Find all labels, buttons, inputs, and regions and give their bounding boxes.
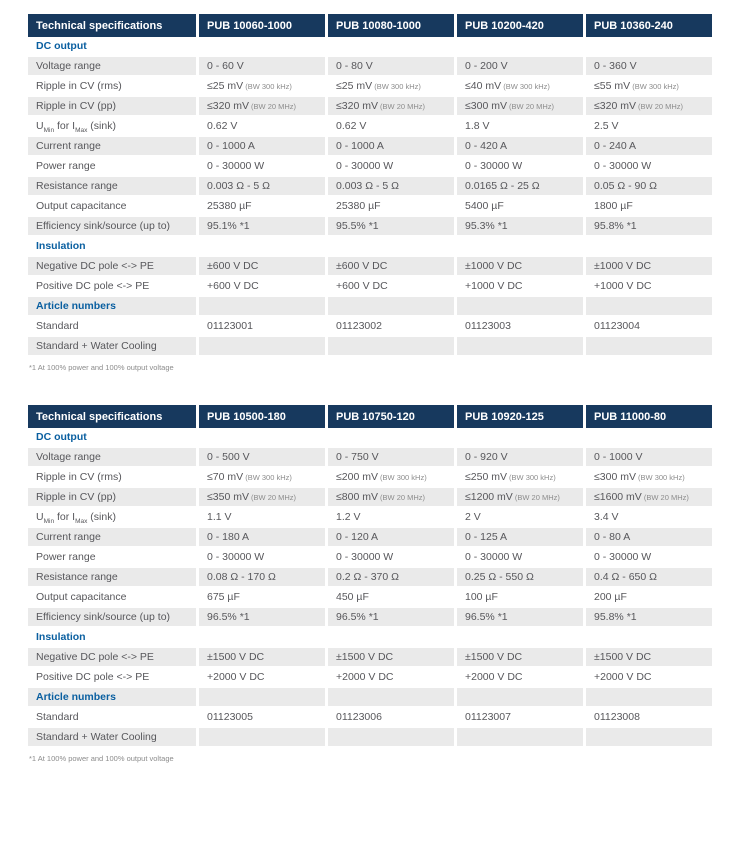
spec-row xyxy=(28,508,712,528)
empty-cell xyxy=(325,297,454,317)
spec-value: 95.1% *1 xyxy=(196,217,325,237)
spec-value: 01123004 xyxy=(583,317,712,337)
bandwidth-note: (BW 20 MHz) xyxy=(377,493,426,502)
empty-cell xyxy=(454,297,583,317)
section-row xyxy=(28,297,712,317)
spec-label: Efficiency sink/source (up to) xyxy=(28,217,196,237)
spec-value: 01123005 xyxy=(196,708,325,728)
spec-value: 0 - 360 V xyxy=(583,57,712,77)
spec-value: 0 - 30000 W xyxy=(454,157,583,177)
spec-label: Power range xyxy=(28,157,196,177)
spec-row xyxy=(28,568,712,588)
spec-value: ≤250 mV (BW 300 kHz) xyxy=(454,468,583,488)
spec-value: 01123003 xyxy=(454,317,583,337)
empty-cell xyxy=(196,628,325,648)
bandwidth-note: (BW 20 MHz) xyxy=(641,493,689,502)
spec-row xyxy=(28,548,712,568)
spec-label-column-header: Technical specifications xyxy=(28,14,196,37)
spec-label: Positive DC pole <-> PE xyxy=(28,668,196,688)
spec-label: Voltage range xyxy=(28,448,196,468)
spec-label: Standard xyxy=(28,317,196,337)
empty-cell xyxy=(325,728,454,748)
spec-value: ≤320 mV (BW 20 MHz) xyxy=(325,97,454,117)
empty-cell xyxy=(583,297,712,317)
section-row xyxy=(28,628,712,648)
spec-label-column-header: Technical specifications xyxy=(28,405,196,428)
spec-value: 95.8% *1 xyxy=(583,217,712,237)
spec-row xyxy=(28,117,712,137)
section-title: Insulation xyxy=(28,237,196,257)
empty-cell xyxy=(583,428,712,448)
spec-row xyxy=(28,668,712,688)
spec-value: 1.2 V xyxy=(325,508,454,528)
spec-label: Negative DC pole <-> PE xyxy=(28,257,196,277)
spec-value: 0.62 V xyxy=(196,117,325,137)
product-column-header: PUB 10200-420 xyxy=(454,14,583,37)
spec-value: 95.5% *1 xyxy=(325,217,454,237)
spec-value: 0 - 30000 W xyxy=(196,548,325,568)
spec-value: 0 - 1000 A xyxy=(325,137,454,157)
spec-value: ≤40 mV (BW 300 kHz) xyxy=(454,77,583,97)
spec-value: 0 - 1000 V xyxy=(583,448,712,468)
bandwidth-note: (BW 20 MHz) xyxy=(506,102,555,111)
section-row xyxy=(28,37,712,57)
product-column-header: PUB 10500-180 xyxy=(196,405,325,428)
spec-value: 96.5% *1 xyxy=(325,608,454,628)
empty-cell xyxy=(583,337,712,357)
product-column-header: PUB 10080-1000 xyxy=(325,14,454,37)
spec-row xyxy=(28,317,712,337)
spec-value: 01123006 xyxy=(325,708,454,728)
spec-value: 0.003 Ω - 5 Ω xyxy=(325,177,454,197)
spec-label: Ripple in CV (rms) xyxy=(28,468,196,488)
spec-value: 0 - 1000 A xyxy=(196,137,325,157)
spec-value: 0 - 80 V xyxy=(325,57,454,77)
spec-value: ≤25 mV (BW 300 kHz) xyxy=(325,77,454,97)
spec-label: Negative DC pole <-> PE xyxy=(28,648,196,668)
empty-cell xyxy=(454,628,583,648)
spec-value: 95.3% *1 xyxy=(454,217,583,237)
spec-row xyxy=(28,257,712,277)
spec-value: 0.4 Ω - 650 Ω xyxy=(583,568,712,588)
empty-cell xyxy=(325,37,454,57)
spec-value: ±1500 V DC xyxy=(454,648,583,668)
spec-value: 0 - 30000 W xyxy=(454,548,583,568)
spec-row xyxy=(28,337,712,357)
spec-value: 01123007 xyxy=(454,708,583,728)
spec-label: Standard + Water Cooling xyxy=(28,337,196,357)
spec-label: Ripple in CV (pp) xyxy=(28,97,196,117)
spec-value: 01123001 xyxy=(196,317,325,337)
spec-value: 01123008 xyxy=(583,708,712,728)
spec-value: +2000 V DC xyxy=(583,668,712,688)
spec-value: 01123002 xyxy=(325,317,454,337)
spec-value: ±1000 V DC xyxy=(583,257,712,277)
spec-value: 25380 µF xyxy=(196,197,325,217)
spec-value: ±600 V DC xyxy=(196,257,325,277)
spec-value: 0 - 30000 W xyxy=(325,157,454,177)
spec-value: 0 - 120 A xyxy=(325,528,454,548)
spec-value: 0 - 240 A xyxy=(583,137,712,157)
spec-label: Current range xyxy=(28,137,196,157)
spec-value: 5400 µF xyxy=(454,197,583,217)
empty-cell xyxy=(325,428,454,448)
empty-cell xyxy=(325,237,454,257)
spec-value: 0 - 500 V xyxy=(196,448,325,468)
spec-value: +1000 V DC xyxy=(583,277,712,297)
spec-row xyxy=(28,137,712,157)
empty-cell xyxy=(583,237,712,257)
spec-label: Positive DC pole <-> PE xyxy=(28,277,196,297)
empty-cell xyxy=(454,237,583,257)
spec-value: ±1500 V DC xyxy=(196,648,325,668)
spec-value: ≤320 mV (BW 20 MHz) xyxy=(583,97,712,117)
spec-label: Output capacitance xyxy=(28,197,196,217)
bandwidth-note: (BW 300 kHz) xyxy=(377,473,427,482)
spec-value: ≤55 mV (BW 300 kHz) xyxy=(583,77,712,97)
product-column-header: PUB 10060-1000 xyxy=(196,14,325,37)
spec-value: 0 - 920 V xyxy=(454,448,583,468)
spec-value: 200 µF xyxy=(583,588,712,608)
spec-value: 2.5 V xyxy=(583,117,712,137)
spec-value: ≤320 mV (BW 20 MHz) xyxy=(196,97,325,117)
spec-label: Standard + Water Cooling xyxy=(28,728,196,748)
spec-row xyxy=(28,157,712,177)
section-row xyxy=(28,428,712,448)
spec-value: ≤70 mV (BW 300 kHz) xyxy=(196,468,325,488)
spec-value: 0.62 V xyxy=(325,117,454,137)
spec-label: Resistance range xyxy=(28,177,196,197)
bandwidth-note: (BW 300 kHz) xyxy=(630,82,679,91)
bandwidth-note: (BW 20 MHz) xyxy=(377,102,426,111)
empty-cell xyxy=(196,297,325,317)
spec-value: ±1500 V DC xyxy=(583,648,712,668)
empty-cell xyxy=(454,428,583,448)
spec-value: +600 V DC xyxy=(325,277,454,297)
section-row xyxy=(28,237,712,257)
spec-value: ≤350 mV (BW 20 MHz) xyxy=(196,488,325,508)
spec-sheet-page xyxy=(28,14,717,763)
spec-value: 0 - 60 V xyxy=(196,57,325,77)
spec-value: +2000 V DC xyxy=(454,668,583,688)
spec-label: Power range xyxy=(28,548,196,568)
spec-value: ≤300 mV (BW 20 MHz) xyxy=(454,97,583,117)
spec-value: 95.8% *1 xyxy=(583,608,712,628)
empty-cell xyxy=(196,37,325,57)
spec-row xyxy=(28,588,712,608)
spec-row xyxy=(28,217,712,237)
product-column-header: PUB 10360-240 xyxy=(583,14,712,37)
spec-row xyxy=(28,728,712,748)
bandwidth-note: (BW 20 MHz) xyxy=(248,102,297,111)
section-title: DC output xyxy=(28,37,196,57)
spec-value: ≤1200 mV (BW 20 MHz) xyxy=(454,488,583,508)
spec-row xyxy=(28,488,712,508)
empty-cell xyxy=(583,688,712,708)
technical-specifications-table xyxy=(28,405,712,748)
empty-cell xyxy=(454,337,583,357)
spec-row xyxy=(28,448,712,468)
spec-label: Voltage range xyxy=(28,57,196,77)
footnote-2: *1 At 100% power and 100% output voltage xyxy=(29,754,174,763)
bandwidth-note: (BW 20 MHz) xyxy=(635,102,684,111)
spec-value: ≤800 mV (BW 20 MHz) xyxy=(325,488,454,508)
empty-cell xyxy=(454,688,583,708)
spec-label: Ripple in CV (rms) xyxy=(28,77,196,97)
spec-value: ±1000 V DC xyxy=(454,257,583,277)
spec-label: Efficiency sink/source (up to) xyxy=(28,608,196,628)
spec-value: 1.1 V xyxy=(196,508,325,528)
section-title: Article numbers xyxy=(28,297,196,317)
spec-row xyxy=(28,608,712,628)
spec-value: ±1500 V DC xyxy=(325,648,454,668)
section-title: Insulation xyxy=(28,628,196,648)
spec-row xyxy=(28,177,712,197)
empty-cell xyxy=(325,337,454,357)
empty-cell xyxy=(325,628,454,648)
spec-row xyxy=(28,708,712,728)
spec-row xyxy=(28,97,712,117)
bandwidth-note: (BW 20 MHz) xyxy=(248,493,297,502)
spec-value: +2000 V DC xyxy=(196,668,325,688)
spec-value: 0.08 Ω - 170 Ω xyxy=(196,568,325,588)
empty-cell xyxy=(196,237,325,257)
spec-label: $U_{Min}$ for $I_{Max}$ (sink) xyxy=(28,117,196,137)
spec-value: 0 - 30000 W xyxy=(583,548,712,568)
empty-cell xyxy=(583,728,712,748)
table-header-row xyxy=(28,405,712,428)
spec-label: Resistance range xyxy=(28,568,196,588)
spec-label: Output capacitance xyxy=(28,588,196,608)
spec-value: +1000 V DC xyxy=(454,277,583,297)
table-header-row xyxy=(28,14,712,37)
spec-value: 0.25 Ω - 550 Ω xyxy=(454,568,583,588)
spec-value: +600 V DC xyxy=(196,277,325,297)
spec-value: 0 - 750 V xyxy=(325,448,454,468)
empty-cell xyxy=(454,728,583,748)
bandwidth-note: (BW 300 kHz) xyxy=(506,473,556,482)
empty-cell xyxy=(196,337,325,357)
empty-cell xyxy=(196,728,325,748)
spec-value: 0.003 Ω - 5 Ω xyxy=(196,177,325,197)
spec-value: 1800 µF xyxy=(583,197,712,217)
spec-value: 1.8 V xyxy=(454,117,583,137)
empty-cell xyxy=(196,428,325,448)
spec-value: 0.2 Ω - 370 Ω xyxy=(325,568,454,588)
bandwidth-note: (BW 300 kHz) xyxy=(501,82,550,91)
spec-value: 675 µF xyxy=(196,588,325,608)
bandwidth-note: (BW 20 MHz) xyxy=(512,493,560,502)
spec-value: 0 - 200 V xyxy=(454,57,583,77)
section-title: DC output xyxy=(28,428,196,448)
spec-label: Ripple in CV (pp) xyxy=(28,488,196,508)
empty-cell xyxy=(325,688,454,708)
spec-value: 0 - 30000 W xyxy=(325,548,454,568)
spec-value: 0 - 30000 W xyxy=(196,157,325,177)
spec-value: 2 V xyxy=(454,508,583,528)
bandwidth-note: (BW 300 kHz) xyxy=(372,82,421,91)
spec-label: $U_{Min}$ for $I_{Max}$ (sink) xyxy=(28,508,196,528)
spec-row xyxy=(28,528,712,548)
product-column-header: PUB 11000-80 xyxy=(583,405,712,428)
spec-value: 100 µF xyxy=(454,588,583,608)
spec-table-block-2 xyxy=(28,405,717,763)
spec-row xyxy=(28,77,712,97)
spec-value: ≤300 mV (BW 300 kHz) xyxy=(583,468,712,488)
spec-value: 0.0165 Ω - 25 Ω xyxy=(454,177,583,197)
section-row xyxy=(28,688,712,708)
spec-value: ≤200 mV (BW 300 kHz) xyxy=(325,468,454,488)
spec-value: 25380 µF xyxy=(325,197,454,217)
spec-value: 0 - 420 A xyxy=(454,137,583,157)
spec-value: 0 - 80 A xyxy=(583,528,712,548)
spec-label: Current range xyxy=(28,528,196,548)
spec-row xyxy=(28,57,712,77)
empty-cell xyxy=(454,37,583,57)
spec-value: 0 - 125 A xyxy=(454,528,583,548)
section-title: Article numbers xyxy=(28,688,196,708)
spec-value: ±600 V DC xyxy=(325,257,454,277)
empty-cell xyxy=(583,37,712,57)
technical-specifications-table xyxy=(28,14,712,357)
spec-value: 96.5% *1 xyxy=(196,608,325,628)
spec-value: 3.4 V xyxy=(583,508,712,528)
spec-value: 0.05 Ω - 90 Ω xyxy=(583,177,712,197)
spec-row xyxy=(28,277,712,297)
bandwidth-note: (BW 300 kHz) xyxy=(635,473,685,482)
spec-value: +2000 V DC xyxy=(325,668,454,688)
spec-table-block-1 xyxy=(28,14,717,372)
empty-cell xyxy=(583,628,712,648)
spec-value: ≤1600 mV (BW 20 MHz) xyxy=(583,488,712,508)
spec-row xyxy=(28,468,712,488)
spec-row xyxy=(28,648,712,668)
spec-value: 450 µF xyxy=(325,588,454,608)
spec-value: ≤25 mV (BW 300 kHz) xyxy=(196,77,325,97)
spec-value: 0 - 180 A xyxy=(196,528,325,548)
spec-label: Standard xyxy=(28,708,196,728)
bandwidth-note: (BW 300 kHz) xyxy=(243,473,292,482)
spec-table-2 xyxy=(28,405,717,748)
spec-table-1 xyxy=(28,14,717,357)
empty-cell xyxy=(196,688,325,708)
bandwidth-note: (BW 300 kHz) xyxy=(243,82,292,91)
spec-value: 0 - 30000 W xyxy=(583,157,712,177)
spec-row xyxy=(28,197,712,217)
product-column-header: PUB 10920-125 xyxy=(454,405,583,428)
product-column-header: PUB 10750-120 xyxy=(325,405,454,428)
footnote-1: *1 At 100% power and 100% output voltage xyxy=(29,363,174,372)
spec-value: 96.5% *1 xyxy=(454,608,583,628)
